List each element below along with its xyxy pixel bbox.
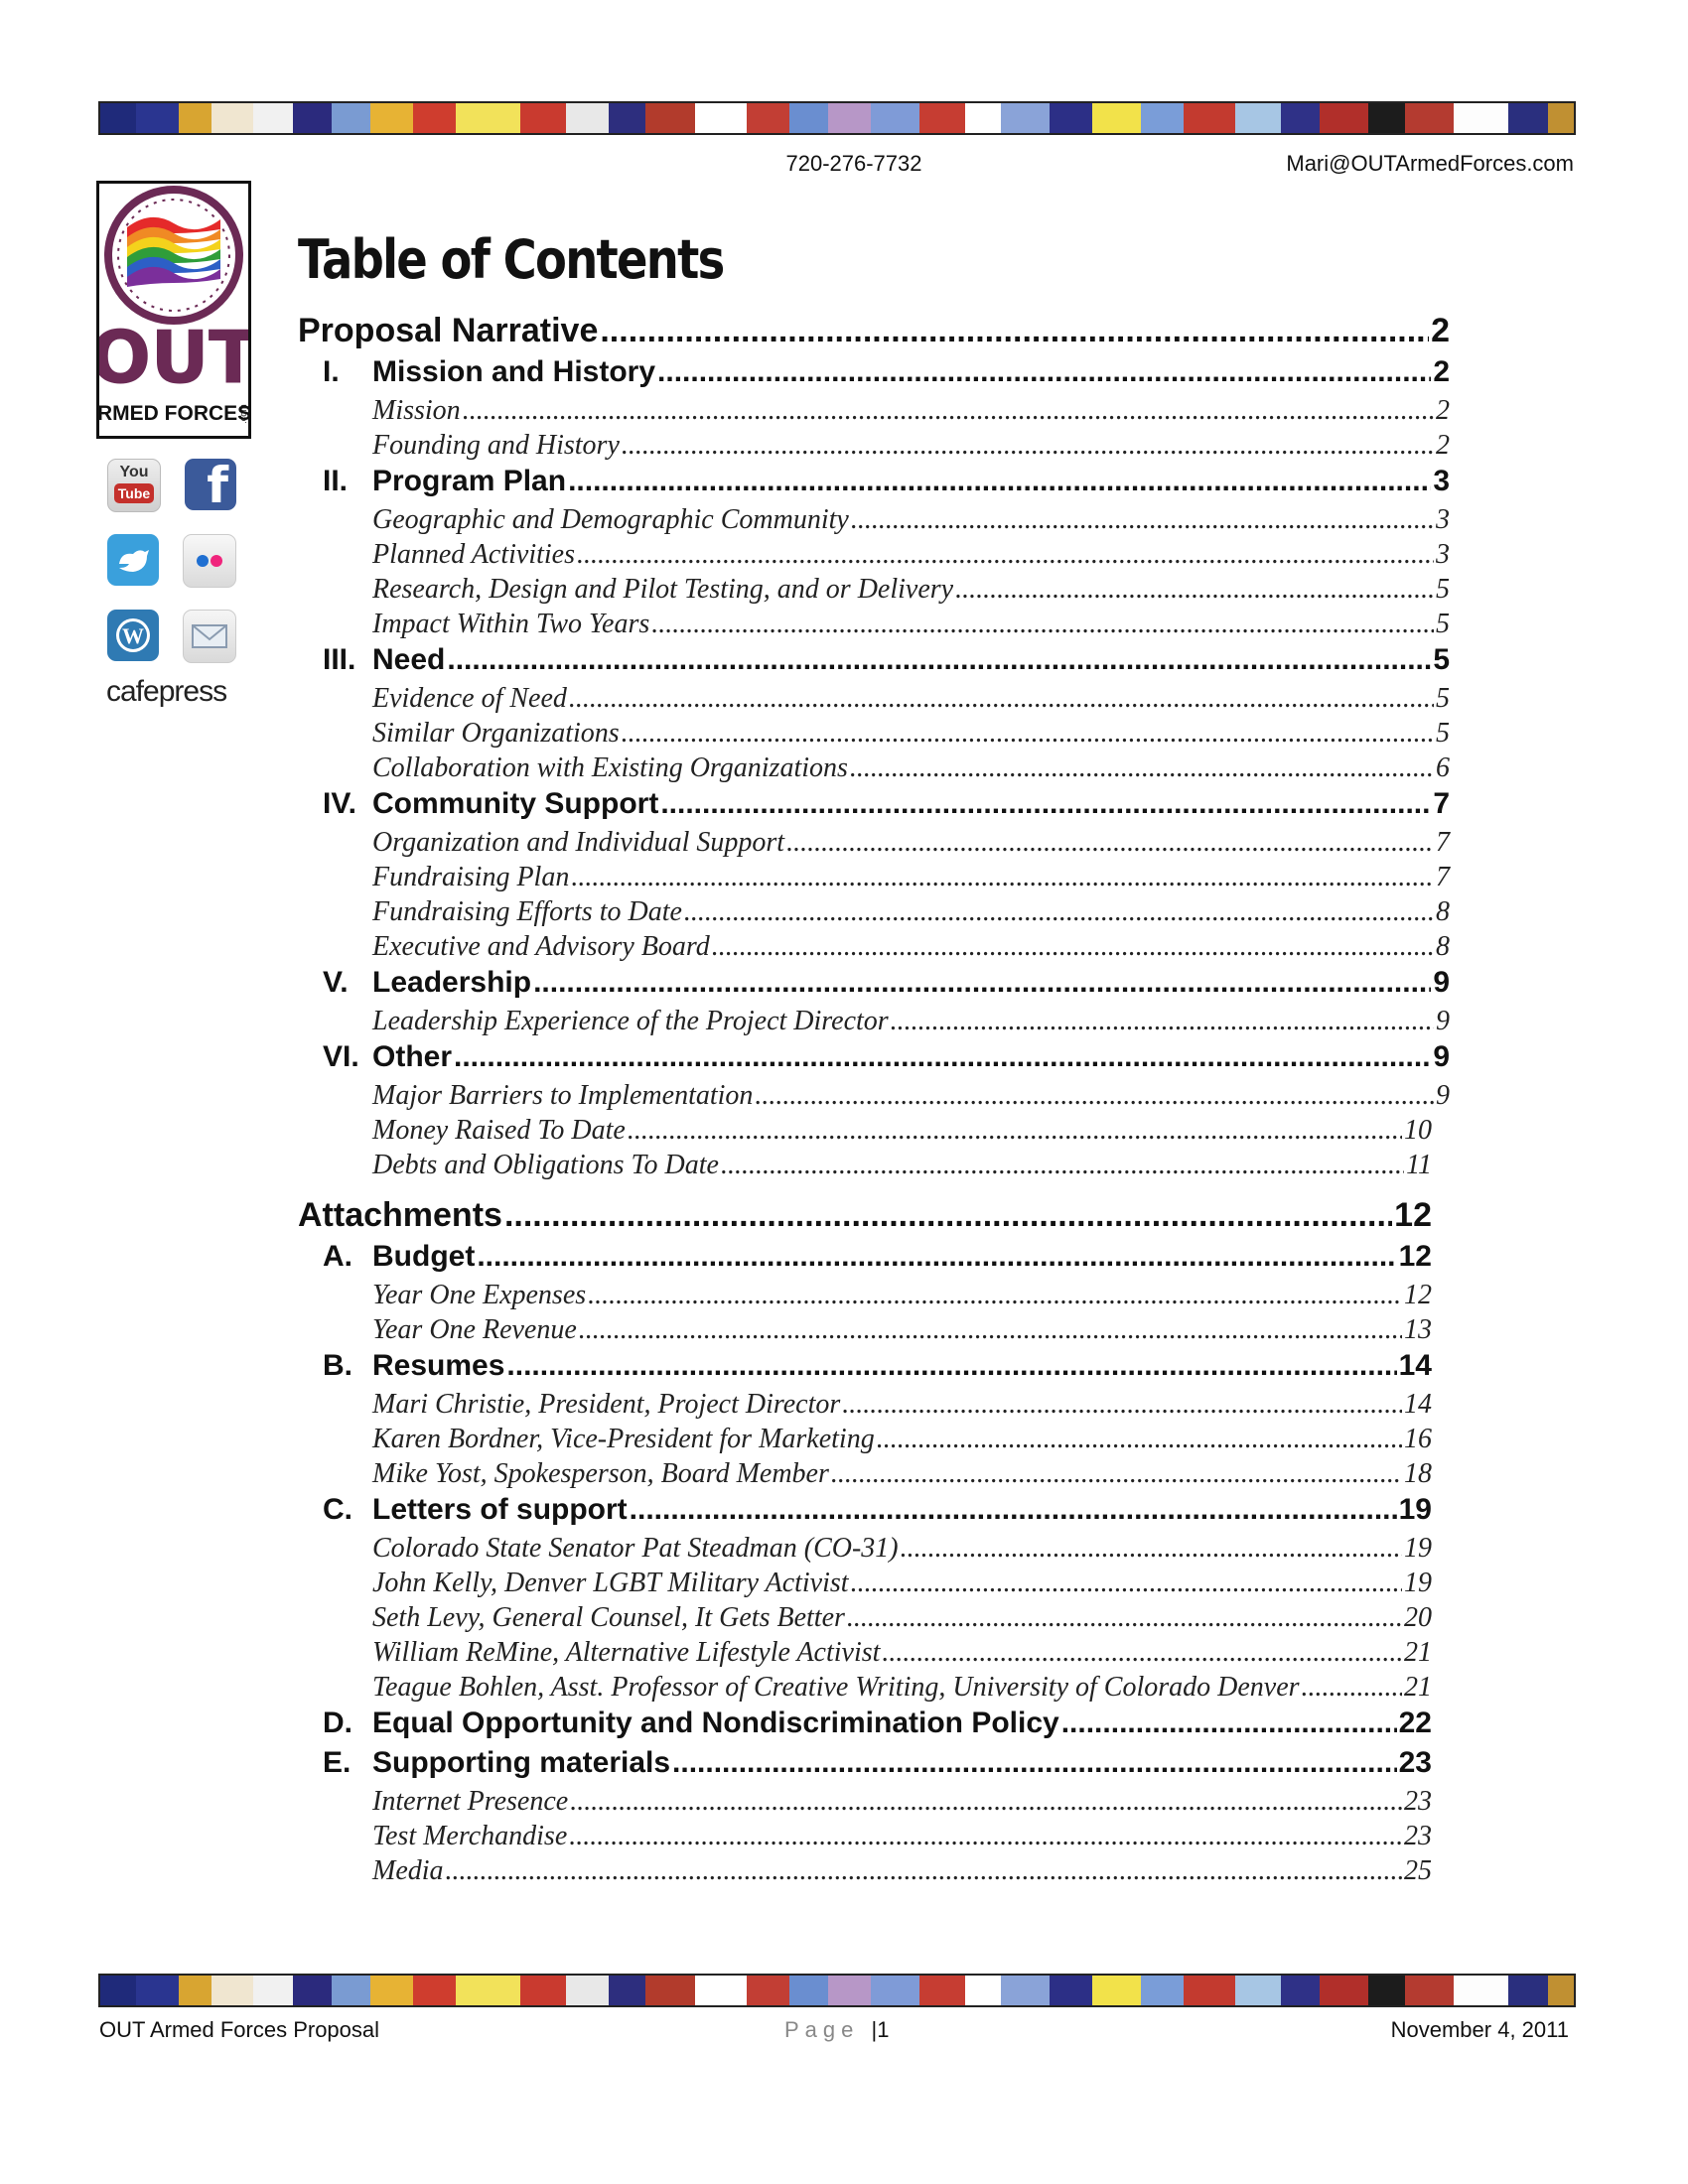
ribbon-segment <box>1141 1976 1184 2005</box>
toc-entry-sub[interactable] <box>372 609 1450 643</box>
toc-entry-sub[interactable] <box>372 752 1450 787</box>
ribbon-segment <box>100 103 136 133</box>
toc-entry-label: Leadership Experience of the Project Director <box>372 1006 889 1036</box>
toc-entry-page: 2 <box>1436 430 1450 461</box>
toc-dot-leader <box>600 312 1429 350</box>
toc-dot-leader <box>955 574 1434 606</box>
ribbon-segment <box>695 103 747 133</box>
ribbon-segment <box>456 103 521 133</box>
social-icons <box>107 459 236 685</box>
toc-entry-label: Planned Activities <box>372 539 575 570</box>
ribbon-segment <box>645 1976 694 2005</box>
toc-entry-label: Karen Bordner, Vice-President for Marketing <box>372 1424 875 1454</box>
toc-entry-label: Debts and Obligations To Date <box>372 1150 719 1180</box>
ribbon-segment <box>1320 103 1368 133</box>
toc-entry-page: 5 <box>1436 609 1450 639</box>
ribbon-segment <box>828 103 871 133</box>
toc-entry-page: 23 <box>1404 1786 1432 1817</box>
toc-dot-leader <box>588 1280 1402 1311</box>
toc-entry-page: 16 <box>1404 1424 1432 1454</box>
ribbon-segment <box>1548 1976 1574 2005</box>
top-color-ribbon <box>98 101 1576 135</box>
ribbon-segment <box>293 1976 332 2005</box>
toc-entry-label: Internet Presence <box>372 1786 569 1817</box>
toc-entry-page: 25 <box>1404 1855 1432 1886</box>
toc-entry-sub[interactable] <box>372 574 1450 609</box>
toc-entry-label: Executive and Advisory Board <box>372 931 710 962</box>
toc-dot-leader <box>672 1746 1397 1780</box>
toc-entry-page: 12 <box>1394 1196 1432 1234</box>
ribbon-segment <box>965 1976 1001 2005</box>
ribbon-segment <box>1001 103 1050 133</box>
ribbon-segment <box>1368 103 1404 133</box>
toc-entry-sub[interactable] <box>372 862 1450 896</box>
toc-entry-number: A. <box>323 1240 352 1273</box>
toc-entry-sub[interactable] <box>372 430 1450 465</box>
toc-entry-sub[interactable] <box>372 1672 1432 1706</box>
toc-dot-leader <box>454 1040 1431 1074</box>
toc-entry-sec[interactable] <box>323 787 1450 827</box>
toc-entry-page: 7 <box>1436 862 1450 892</box>
toc-dot-leader <box>628 1115 1402 1147</box>
toc-entry-page: 9 <box>1433 966 1450 999</box>
toc-dot-leader <box>891 1006 1434 1037</box>
ribbon-segment <box>1548 103 1574 133</box>
toc-dot-leader <box>721 1150 1404 1181</box>
toc-entry-label: Budget <box>372 1240 476 1273</box>
ribbon-segment <box>919 1976 965 2005</box>
ribbon-segment <box>1281 1976 1320 2005</box>
toc-entry-label: Evidence of Need <box>372 683 567 714</box>
toc-entry-page: 22 <box>1398 1706 1432 1739</box>
toc-entry-sub[interactable] <box>372 718 1450 752</box>
logo-out-text: OUT <box>99 316 248 399</box>
toc-entry-sub[interactable] <box>372 1280 1432 1314</box>
toc-entry-page: 20 <box>1404 1602 1432 1633</box>
toc-dot-leader <box>1061 1706 1397 1740</box>
ribbon-segment <box>695 1976 747 2005</box>
toc-dot-leader <box>570 1786 1402 1818</box>
footer-date: November 4, 2011 <box>1390 2017 1569 2042</box>
toc-entry-label: Need <box>372 643 446 676</box>
youtube-icon[interactable]: You Tube <box>107 459 161 512</box>
toc-dot-leader <box>446 1855 1402 1887</box>
toc-entry-page: 7 <box>1436 827 1450 858</box>
toc-entry-sub[interactable] <box>372 1458 1432 1493</box>
toc-entry-page: 2 <box>1431 312 1450 349</box>
toc-entry-page: 21 <box>1404 1672 1432 1703</box>
wordpress-icon[interactable] <box>107 610 159 661</box>
toc-dot-leader <box>901 1533 1402 1565</box>
toc-dot-leader <box>579 1314 1402 1346</box>
toc-entry-page: 11 <box>1406 1150 1432 1180</box>
toc-entry-label: Mari Christie, President, Project Director <box>372 1389 841 1420</box>
toc-entry-page: 9 <box>1436 1080 1450 1111</box>
toc-entry-label: Community Support <box>372 787 659 820</box>
ribbon-segment <box>1320 1976 1368 2005</box>
ribbon-segment <box>747 103 789 133</box>
ribbon-segment <box>1001 1976 1050 2005</box>
toc-entry-label: Fundraising Efforts to Date <box>372 896 682 927</box>
ribbon-segment <box>1050 1976 1092 2005</box>
toc-entry-page: 13 <box>1404 1314 1432 1345</box>
ribbon-segment <box>413 1976 456 2005</box>
toc-dot-leader <box>571 862 1434 893</box>
toc-entry-label: Teague Bohlen, Asst. Professor of Creative Writing, University of Colorado Denver <box>372 1672 1300 1703</box>
toc-entry-page: 21 <box>1404 1637 1432 1668</box>
toc-entry-page: 18 <box>1404 1458 1432 1489</box>
ribbon-segment <box>566 1976 609 2005</box>
toc-entry-label: Money Raised To Date <box>372 1115 626 1146</box>
cafepress-logo[interactable]: cafepress <box>106 675 227 708</box>
toc-entry-page: 5 <box>1436 574 1450 605</box>
toc-entry-page: 9 <box>1436 1006 1450 1036</box>
ribbon-segment <box>370 103 413 133</box>
ribbon-segment <box>789 103 828 133</box>
flickr-icon[interactable] <box>183 534 236 588</box>
ribbon-segment <box>871 1976 919 2005</box>
toc-entry-sub[interactable] <box>372 395 1450 430</box>
ribbon-segment <box>1235 1976 1281 2005</box>
out-armed-forces-logo <box>96 181 251 439</box>
ribbon-segment <box>609 1976 646 2005</box>
toc-entry-number: VI. <box>323 1040 359 1073</box>
footer-page-number: Page |1 <box>784 2017 890 2042</box>
ribbon-segment <box>1508 1976 1547 2005</box>
toc-entry-sec[interactable] <box>323 1746 1432 1786</box>
bottom-color-ribbon <box>98 1974 1576 2007</box>
svg-text:W: W <box>122 623 144 648</box>
toc-entry-page: 10 <box>1404 1115 1432 1146</box>
toc-entry-label: Mission <box>372 395 461 426</box>
toc-entry-label: Similar Organizations <box>372 718 620 749</box>
toc-dot-leader <box>882 1637 1402 1669</box>
toc-entry-sub[interactable] <box>372 1080 1450 1115</box>
toc-entry-sub[interactable] <box>372 1821 1432 1855</box>
toc-entry-sec[interactable] <box>323 966 1450 1006</box>
toc-dot-leader <box>847 1602 1402 1634</box>
toc-entry-page: 7 <box>1433 787 1450 820</box>
ribbon-segment <box>136 103 179 133</box>
toc-entry-page: 14 <box>1404 1389 1432 1420</box>
toc-dot-leader <box>684 896 1434 928</box>
header-email: Mari@OUTArmedForces.com <box>1286 151 1574 176</box>
toc-entry-number: II. <box>323 465 349 497</box>
toc-entry-label: John Kelly, Denver LGBT Military Activist <box>372 1568 849 1598</box>
toc-entry-page: 2 <box>1436 395 1450 426</box>
toc-entry-page: 2 <box>1433 355 1450 388</box>
ribbon-segment <box>520 1976 566 2005</box>
toc-entry-page: 5 <box>1436 683 1450 714</box>
toc-entry-label: Test Merchandise <box>372 1821 568 1851</box>
toc-dot-leader <box>447 643 1431 677</box>
toc-entry-label: Seth Levy, General Counsel, It Gets Better <box>372 1602 845 1633</box>
toc-dot-leader <box>712 931 1434 963</box>
toc-dot-leader <box>755 1080 1434 1112</box>
toc-entry-label: Impact Within Two Years <box>372 609 650 639</box>
ribbon-segment <box>1454 103 1509 133</box>
toc-dot-leader <box>850 752 1434 784</box>
toc-entry-page: 9 <box>1433 1040 1450 1073</box>
toc-entry-number: D. <box>323 1706 352 1739</box>
toc-entry-label: Letters of support <box>372 1493 628 1526</box>
ribbon-segment <box>828 1976 871 2005</box>
toc-entry-page: 3 <box>1433 465 1450 497</box>
email-icon[interactable] <box>183 610 236 663</box>
logo-com-text: .com <box>238 404 248 424</box>
toc-entry-label: Mike Yost, Spokesperson, Board Member <box>372 1458 829 1489</box>
toc-dot-leader <box>851 504 1434 536</box>
toc-entry-number: III. <box>323 643 356 676</box>
logo-armed-forces-text: RMED FORCES <box>99 402 248 425</box>
toc-entry-page: 3 <box>1436 539 1450 570</box>
ribbon-segment <box>1508 103 1547 133</box>
toc-dot-leader <box>622 430 1434 462</box>
page-title: Table of Contents <box>298 228 724 291</box>
toc-entry-sec[interactable] <box>323 1706 1432 1746</box>
ribbon-segment <box>253 103 292 133</box>
toc-entry-page: 19 <box>1398 1493 1432 1526</box>
toc-entry-label: Collaboration with Existing Organizations <box>372 752 848 783</box>
ribbon-segment <box>413 103 456 133</box>
toc-entry-label: Other <box>372 1040 453 1073</box>
toc-dot-leader <box>831 1458 1402 1490</box>
toc-entry-label: Colorado State Senator Pat Steadman (CO-31) <box>372 1533 899 1564</box>
header-phone: 720-276-7732 <box>785 151 922 176</box>
ribbon-segment <box>370 1976 413 2005</box>
toc-dot-leader <box>660 787 1431 821</box>
toc-entry-label: Resumes <box>372 1349 505 1382</box>
ribbon-segment <box>179 103 211 133</box>
toc-entry-label: Mission and History <box>372 355 656 388</box>
toc-entry-sub[interactable] <box>372 539 1450 574</box>
toc-dot-leader <box>504 1196 1392 1235</box>
toc-entry-page: 23 <box>1398 1746 1432 1779</box>
toc-entry-label: Geographic and Demographic Community <box>372 504 849 535</box>
toc-entry-sub[interactable] <box>372 1855 1432 1890</box>
toc-entry-page: 12 <box>1404 1280 1432 1310</box>
toc-entry-label: Major Barriers to Implementation <box>372 1080 754 1111</box>
toc-entry-page: 3 <box>1436 504 1450 535</box>
toc-entry-number: V. <box>323 966 349 999</box>
footer-title: OUT Armed Forces Proposal <box>99 2017 380 2042</box>
ribbon-segment <box>520 103 566 133</box>
toc-entry-label: Leadership <box>372 966 532 999</box>
toc-entry-number: I. <box>323 355 340 388</box>
toc-entry-sub[interactable] <box>372 931 1450 966</box>
ribbon-segment <box>1281 103 1320 133</box>
toc-entry-label: Supporting materials <box>372 1746 671 1779</box>
ribbon-segment <box>789 1976 828 2005</box>
ribbon-segment <box>747 1976 789 2005</box>
toc-entry-page: 5 <box>1433 643 1450 676</box>
toc-dot-leader <box>851 1568 1402 1599</box>
toc-entry-sub[interactable] <box>372 1150 1432 1184</box>
toc-entry-sub[interactable] <box>372 1637 1432 1672</box>
toc-entry-sub[interactable] <box>372 1389 1432 1424</box>
toc-entry-page: 8 <box>1436 896 1450 927</box>
toc-dot-leader <box>533 966 1431 1000</box>
toc-entry-label: Organization and Individual Support <box>372 827 785 858</box>
toc-dot-leader <box>477 1240 1396 1274</box>
ribbon-segment <box>211 103 254 133</box>
toc-entry-number: C. <box>323 1493 352 1526</box>
ribbon-segment <box>253 1976 292 2005</box>
ribbon-segment <box>919 103 965 133</box>
toc-dot-leader <box>506 1349 1396 1383</box>
toc-entry-label: Founding and History <box>372 430 620 461</box>
toc-entry-sec[interactable] <box>323 1240 1432 1280</box>
toc-entry-sec[interactable] <box>323 465 1450 504</box>
toc-entry-page: 6 <box>1436 752 1450 783</box>
ribbon-segment <box>1405 1976 1454 2005</box>
toc-entry-label: Proposal Narrative <box>298 312 599 349</box>
twitter-icon[interactable] <box>107 534 159 586</box>
toc-entry-label: Program Plan <box>372 465 567 497</box>
toc-entry-sub[interactable] <box>372 1424 1432 1458</box>
toc-entry-label: Equal Opportunity and Nondiscrimination Policy <box>372 1706 1059 1739</box>
ribbon-segment <box>136 1976 179 2005</box>
ribbon-segment <box>1454 1976 1509 2005</box>
toc-entry-page: 19 <box>1404 1533 1432 1564</box>
ribbon-segment <box>1050 103 1092 133</box>
ribbon-segment <box>1235 103 1281 133</box>
ribbon-segment <box>211 1976 254 2005</box>
toc-entry-label: Media <box>372 1855 444 1886</box>
ribbon-segment <box>965 103 1001 133</box>
toc-entry-sub[interactable] <box>372 1006 1450 1040</box>
toc-entry-label: Attachments <box>298 1196 502 1234</box>
toc-entry-sec[interactable] <box>323 1040 1450 1080</box>
ribbon-segment <box>332 103 370 133</box>
toc-dot-leader <box>877 1424 1402 1455</box>
toc-entry-sub[interactable] <box>372 1568 1432 1602</box>
toc-dot-leader <box>577 539 1434 571</box>
toc-dot-leader <box>463 395 1434 427</box>
toc-dot-leader <box>651 609 1434 640</box>
toc-entry-sec[interactable] <box>323 355 1450 395</box>
toc-entry-number: B. <box>323 1349 352 1382</box>
toc-entry-sub[interactable] <box>372 1786 1432 1821</box>
ribbon-segment <box>1092 1976 1141 2005</box>
toc-dot-leader <box>1302 1672 1402 1704</box>
toc-entry-sub[interactable] <box>372 1115 1432 1150</box>
facebook-icon[interactable]: f <box>185 459 236 510</box>
toc-entry-label: William ReMine, Alternative Lifestyle Activist <box>372 1637 881 1668</box>
toc-entry-sec[interactable] <box>323 643 1450 683</box>
ribbon-segment <box>1184 1976 1235 2005</box>
toc-dot-leader <box>842 1389 1402 1421</box>
toc-entry-sub[interactable] <box>372 504 1450 539</box>
toc-dot-leader <box>568 465 1431 498</box>
toc-entry-number: IV. <box>323 787 356 820</box>
toc-dot-leader <box>657 355 1431 389</box>
toc-entry-sub[interactable] <box>372 1314 1432 1349</box>
table-of-contents <box>298 310 1450 1890</box>
ribbon-segment <box>1092 103 1141 133</box>
ribbon-segment <box>293 103 332 133</box>
toc-entry-page: 8 <box>1436 931 1450 962</box>
toc-entry-number: E. <box>323 1746 352 1779</box>
toc-entry-top[interactable] <box>298 1196 1432 1240</box>
ribbon-segment <box>179 1976 211 2005</box>
toc-entry-sec[interactable] <box>323 1493 1432 1533</box>
ribbon-segment <box>1184 103 1235 133</box>
toc-entry-page: 5 <box>1436 718 1450 749</box>
toc-entry-sub[interactable] <box>372 683 1450 718</box>
logo-graphic <box>99 184 248 436</box>
toc-entry-page: 23 <box>1404 1821 1432 1851</box>
toc-entry-sec[interactable] <box>323 1349 1432 1389</box>
ribbon-segment <box>609 103 646 133</box>
toc-entry-sub[interactable] <box>372 1533 1432 1568</box>
toc-entry-page: 12 <box>1398 1240 1432 1273</box>
ribbon-segment <box>456 1976 521 2005</box>
toc-dot-leader <box>786 827 1434 859</box>
toc-dot-leader <box>630 1493 1397 1527</box>
toc-entry-top[interactable] <box>298 312 1450 355</box>
ribbon-segment <box>871 103 919 133</box>
ribbon-segment <box>100 1976 136 2005</box>
ribbon-segment <box>1368 1976 1404 2005</box>
ribbon-segment <box>332 1976 370 2005</box>
toc-entry-sub[interactable] <box>372 827 1450 862</box>
toc-entry-label: Fundraising Plan <box>372 862 570 892</box>
toc-entry-label: Year One Revenue <box>372 1314 577 1345</box>
toc-entry-label: Research, Design and Pilot Testing, and or Delivery <box>372 574 954 605</box>
toc-dot-leader <box>569 683 1434 715</box>
toc-dot-leader <box>622 718 1434 750</box>
toc-dot-leader <box>569 1821 1402 1852</box>
toc-entry-sub[interactable] <box>372 896 1450 931</box>
toc-entry-label: Year One Expenses <box>372 1280 587 1310</box>
ribbon-segment <box>645 103 694 133</box>
ribbon-segment <box>1405 103 1454 133</box>
toc-entry-sub[interactable] <box>372 1602 1432 1637</box>
ribbon-segment <box>1141 103 1184 133</box>
ribbon-segment <box>566 103 609 133</box>
toc-entry-page: 14 <box>1398 1349 1432 1382</box>
toc-entry-page: 19 <box>1404 1568 1432 1598</box>
